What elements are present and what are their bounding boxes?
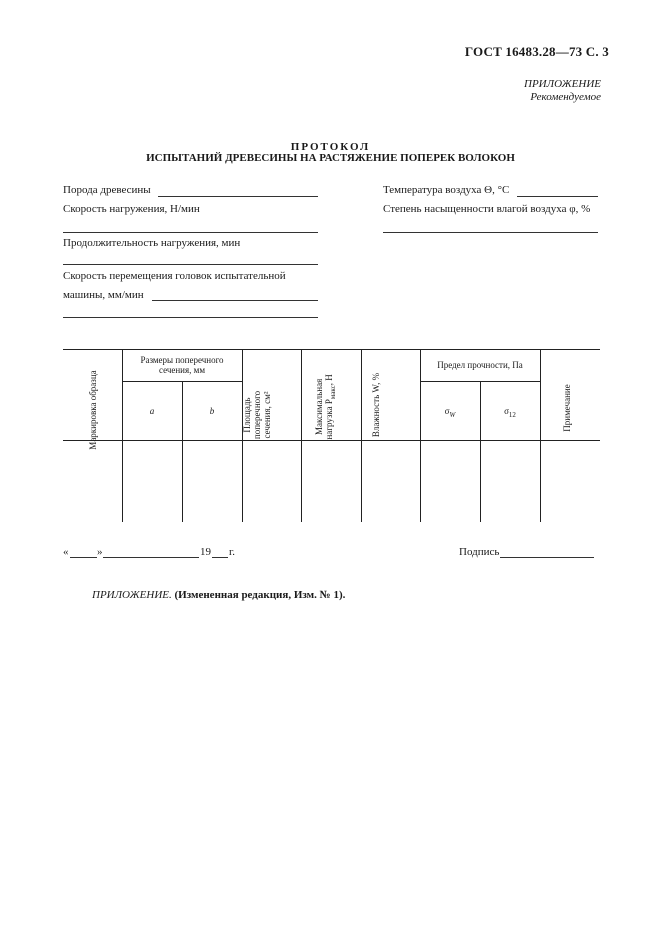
table-header-b: b [209, 406, 215, 416]
field-air-humidity-line[interactable] [383, 232, 598, 233]
field-species-label: Порода древесины [63, 184, 151, 196]
field-load-duration-label: Продолжительность нагружения, мин [63, 237, 241, 249]
date-day-line[interactable] [70, 557, 97, 558]
field-head-speed-extra-line[interactable] [63, 317, 318, 318]
table-header-strength: Предел прочности, Па [437, 360, 523, 370]
field-load-speed-label: Скорость нагружения, Н/мин [63, 203, 200, 215]
signature-label: Подпись [459, 546, 500, 558]
appendix-title: ПРИЛОЖЕНИЕ [524, 78, 601, 90]
table-header-area: Площадь поперечного сечения, см² [242, 390, 272, 440]
field-head-speed-label-2: машины, мм/мин [63, 289, 144, 301]
table-col-line-2 [182, 381, 183, 522]
table-header-sigma-12: $\sigma_{12}$ [504, 406, 516, 419]
date-close-quote: » [97, 546, 103, 558]
protocol-subtitle: ИСПЫТАНИЙ ДРЕВЕСИНЫ НА РАСТЯЖЕНИЕ ПОПЕРЕК ВОЛОКОН [146, 152, 515, 164]
field-load-speed-line[interactable] [63, 232, 318, 233]
field-air-temp-label: Температура воздуха Θ, °С [383, 184, 510, 196]
document-code: ГОСТ 16483.28—73 С. 3 [464, 44, 609, 59]
field-air-temp-line[interactable] [517, 196, 598, 197]
table-header-a: a [149, 406, 155, 416]
table-header-note: Примечание [562, 384, 572, 432]
field-load-duration-line[interactable] [63, 264, 318, 265]
table-header-moisture: Влажность W, % [371, 372, 381, 438]
table-col-line-8 [540, 349, 541, 522]
date-month-line[interactable] [103, 557, 199, 558]
table-col-line-7 [480, 381, 481, 522]
table-col-line-5 [361, 349, 362, 522]
table-top-border [63, 349, 600, 350]
field-head-speed-label-1: Скорость перемещения головок испытательной [63, 270, 286, 282]
table-header-marking: Маркировка образца [88, 370, 98, 450]
table-header-dims: Размеры поперечного сечения, мм [140, 355, 224, 375]
date-open-quote: « [63, 546, 69, 558]
date-year-prefix: 19 [200, 546, 211, 558]
table-header-sigma-w: $\sigma_W$ [444, 406, 456, 419]
field-head-speed-line[interactable] [152, 300, 318, 301]
protocol-title: ПРОТОКОЛ [290, 141, 371, 153]
amendment-note: ПРИЛОЖЕНИЕ. (Измененная редакция, Изм. № 1). [92, 589, 346, 601]
table-header-max-load: Максимальная нагрузка $P_{макс}$, Н [314, 374, 337, 440]
date-year-suffix: г. [229, 546, 236, 558]
date-year-line[interactable] [212, 557, 228, 558]
appendix-label [524, 78, 601, 104]
table-col-line-4 [301, 349, 302, 522]
field-air-humidity-label: Степень насыщенности влагой воздуха φ, % [383, 203, 591, 215]
appendix-status: Рекомендуемое [530, 91, 601, 103]
signature-line[interactable] [500, 557, 594, 558]
table-col-line-6 [420, 349, 421, 522]
field-species-line[interactable] [158, 196, 318, 197]
